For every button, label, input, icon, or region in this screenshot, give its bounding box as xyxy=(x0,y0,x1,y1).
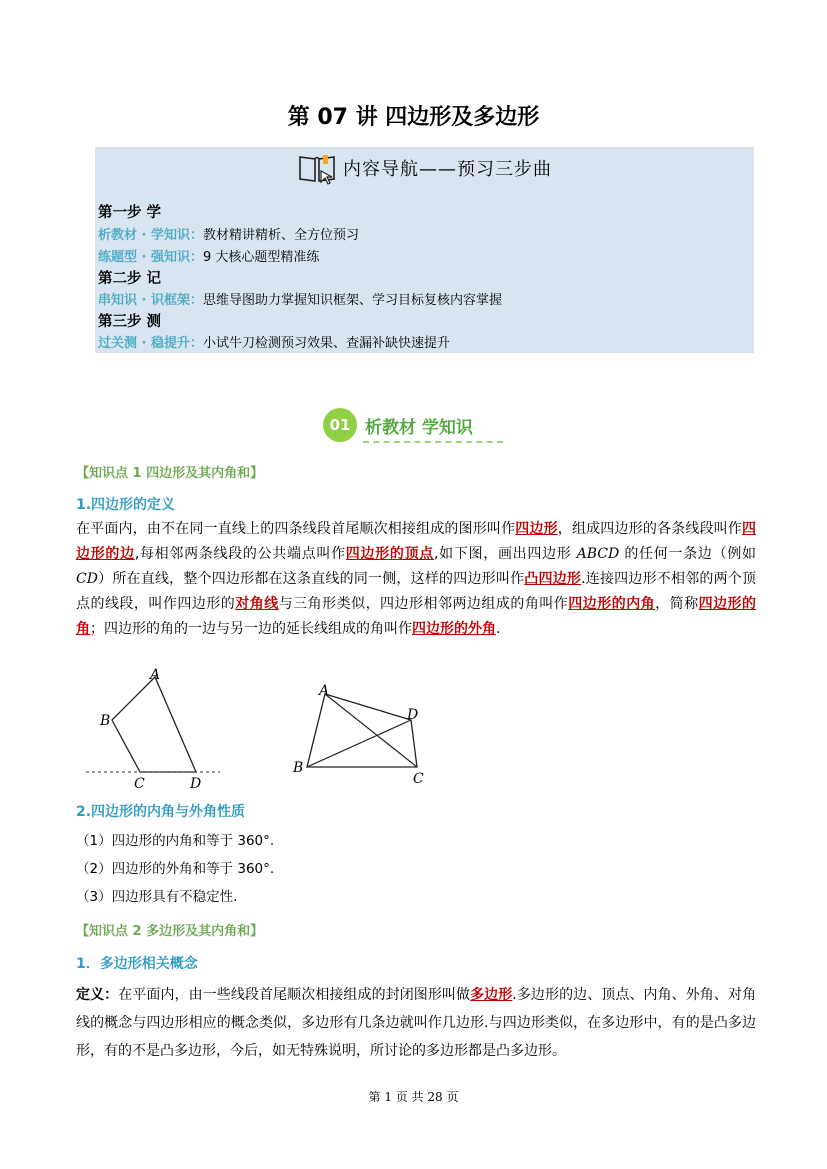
highlight-term: 四边形的边 xyxy=(76,521,757,562)
text-run: . xyxy=(496,621,501,637)
highlight-term: 对角线 xyxy=(235,596,279,612)
step-2-heading: 第二步 记 xyxy=(98,271,162,287)
vertex-label-d: D xyxy=(407,707,419,723)
content-navigation-box xyxy=(95,147,754,353)
text-run: ；四边形的角的一边与另一边的延长线组成的角叫作 xyxy=(90,621,412,637)
text-run: ，简称 xyxy=(655,596,699,612)
step-line-text: 小试牛刀检测预习效果、查漏补缺快速提升 xyxy=(203,336,451,351)
step-1-heading: 第一步 学 xyxy=(98,205,162,221)
vertex-label-c: C xyxy=(134,776,145,792)
text-run: 与三角形类似，四边形相邻两边组成的角叫作 xyxy=(278,596,569,612)
highlight-term: 四边形的外角 xyxy=(412,621,496,637)
step-line-label: 析教材 · 学知识： xyxy=(98,228,203,243)
section-heading-quadrilateral-definition: 1.四边形的定义 xyxy=(76,497,176,513)
step-line-text: 9 大核心题型精准练 xyxy=(203,250,320,265)
vertex-label-b: B xyxy=(100,713,111,729)
text-run: 的任何一条边（例如 xyxy=(619,546,757,562)
section-heading-polygon-concepts: 1．多边形相关概念 xyxy=(76,956,198,972)
step-line-label: 练题型 · 强知识： xyxy=(98,250,203,265)
polygon-definition-paragraph xyxy=(76,981,756,1065)
vertex-label-d: D xyxy=(190,776,202,792)
badge-underline xyxy=(363,441,503,443)
text-run: .连接四边形不相邻的两个顶点的线段，叫作四边形的 xyxy=(76,571,757,612)
section-heading-angle-properties: 2.四边形的内角与外角性质 xyxy=(76,804,246,820)
step-line-text: 思维导图助力掌握知识框架、学习目标复核内容掌握 xyxy=(203,293,503,308)
section-badge xyxy=(323,404,508,444)
property-item-3: （3）四边形具有不稳定性. xyxy=(76,889,238,905)
text-run: ）所在直线，整个四边形都在这条直线的同一侧，这样的四边形叫作 xyxy=(97,571,525,587)
definition-lead: 定义： xyxy=(76,987,119,1003)
definition-paragraph xyxy=(76,517,756,642)
book-icon xyxy=(297,151,337,185)
highlight-term: 四边形的内角 xyxy=(568,596,656,612)
property-item-2: （2）四边形的外角和等于 360°. xyxy=(76,861,275,877)
math-label: ABCD xyxy=(576,546,620,562)
step-2-line-1 xyxy=(98,289,502,308)
highlight-term: 四边形的角 xyxy=(76,596,757,637)
step-line-label: 串知识 · 识框架： xyxy=(98,293,203,308)
text-run: .多边形的边、顶点、内角、外角、对角线的概念与四边形相应的概念类似，多边形有几条边就叫作几边形.与四边形类似，在多边形中，有的是凸多边形，有的不是凸多边形，今后，如无特殊说明，所讨论的多边形都是凸多边形。 xyxy=(76,987,757,1059)
section-number: 01 xyxy=(323,408,357,442)
vertex-label-a: A xyxy=(319,683,330,699)
step-3-heading: 第三步 测 xyxy=(98,314,162,330)
convex-quadrilateral-figure xyxy=(80,665,230,795)
vertex-label-c: C xyxy=(413,771,424,787)
math-label: CD xyxy=(76,571,98,587)
highlight-term: 四边形的顶点 xyxy=(345,546,435,562)
page-footer: 第 1 页 共 28 页 xyxy=(368,1090,459,1104)
text-run: ，组成四边形的各条线段叫作 xyxy=(557,521,743,537)
step-line-text: 教材精讲精析、全方位预习 xyxy=(203,228,360,243)
knowledge-point-2-heading: 【知识点 2 多边形及其内角和】 xyxy=(76,924,264,939)
step-3-line-1 xyxy=(98,332,450,351)
vertex-label-a: A xyxy=(150,667,161,683)
property-item-1: （1）四边形的内角和等于 360°. xyxy=(76,833,275,849)
text-run: ,如下图，画出四边形 xyxy=(434,546,577,562)
step-1-line-2 xyxy=(98,246,319,265)
section-badge-title: 析教材 学知识 xyxy=(365,418,473,438)
quadrilateral-with-diagonals-figure xyxy=(285,675,435,790)
text-run: ,每相邻两条线段的公共端点叫作 xyxy=(134,546,346,562)
knowledge-point-1-heading: 【知识点 1 四边形及其内角和】 xyxy=(76,466,264,481)
nav-header xyxy=(95,147,754,189)
highlight-term: 四边形 xyxy=(515,521,558,537)
text-run: 在平面内，由不在同一直线上的四条线段首尾顺次相接组成的图形叫作 xyxy=(76,521,516,537)
highlight-term: 多边形 xyxy=(470,987,513,1003)
text-run: 在平面内，由一些线段首尾顺次相接组成的封闭图形叫做 xyxy=(118,987,471,1003)
vertex-label-b: B xyxy=(293,760,304,776)
step-line-label: 过关测 · 稳提升： xyxy=(98,336,203,351)
nav-title: 内容导航——预习三步曲 xyxy=(343,159,552,180)
highlight-term: 凸四边形 xyxy=(524,571,582,587)
page-title: 第 07 讲 四边形及多边形 xyxy=(287,105,540,130)
step-1-line-1 xyxy=(98,224,359,243)
